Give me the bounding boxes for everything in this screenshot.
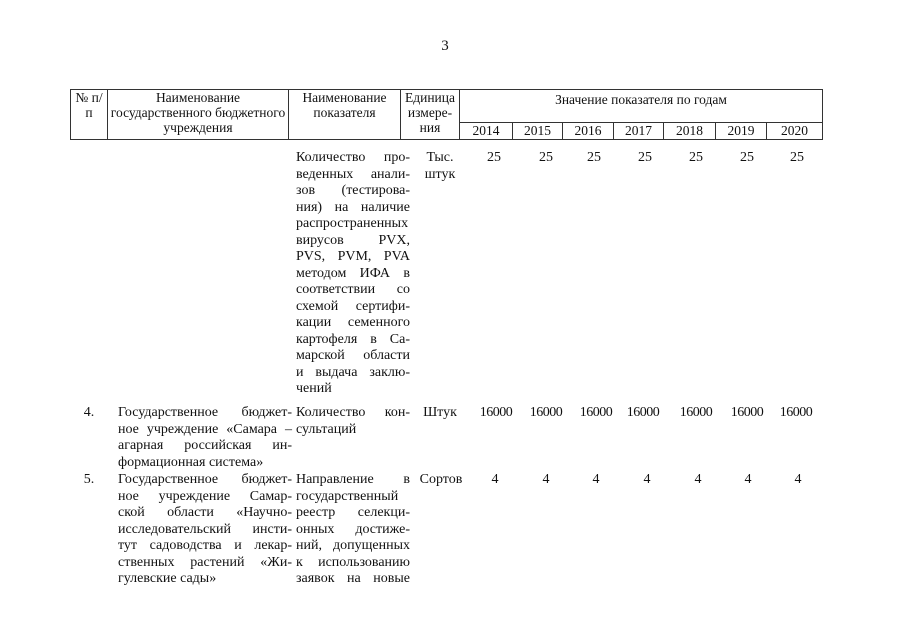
row-number: 4. [83, 405, 95, 420]
indicator-line: онных достиже- [296, 521, 410, 537]
institution-line: Государственное бюджет- [118, 472, 292, 487]
value-cell: 16000 [529, 405, 563, 420]
value-cell: 4 [643, 472, 651, 487]
value-cell: 25 [487, 150, 501, 165]
row-a-unit [412, 150, 468, 183]
value-cell: 4 [794, 472, 802, 487]
indicator-line: Направление в [296, 472, 410, 487]
indicator-line: сультаций [296, 421, 357, 437]
header-year: 2014 [460, 123, 513, 140]
indicator-line: PVS, PVM, PVA [296, 249, 410, 264]
header-year: 2019 [716, 123, 767, 140]
header-col-unit: Единица измере-ния [401, 90, 460, 140]
indicator-line: зов (тестирова- [296, 183, 410, 198]
header-year: 2020 [767, 123, 823, 140]
value-cell: 25 [689, 150, 703, 165]
value-cell: 16000 [626, 405, 660, 420]
row-number: 5. [83, 472, 95, 487]
institution-line: Государственное бюджет- [118, 405, 292, 420]
value-cell: 4 [694, 472, 702, 487]
indicator-line: распространенных [296, 216, 409, 231]
header-col-indicator: Наименование показателя [289, 90, 401, 140]
value-cell: 16000 [730, 405, 764, 420]
indicator-line: и выдача заклю- [296, 364, 410, 380]
indicator-line: схемой сертифи- [296, 298, 410, 314]
institution-line: тут садоводства и лекар- [118, 538, 292, 553]
value-cell: 25 [638, 150, 652, 165]
page-number: 3 [441, 38, 449, 54]
header-year: 2017 [614, 123, 664, 140]
institution-line: гулевские сады» [118, 571, 217, 586]
value-cell: 25 [790, 150, 804, 165]
row-5-unit [412, 472, 470, 489]
value-cell: 16000 [479, 405, 513, 420]
institution-line: ской области «Научно- [118, 505, 292, 520]
indicator-line: вирусов PVX, [296, 232, 410, 248]
indicator-line: реестр селекци- [296, 505, 410, 520]
value-cell: 4 [542, 472, 550, 487]
indicator-line: заявок на новые [296, 571, 410, 586]
indicator-line: ний, допущенных [296, 538, 410, 553]
header-year: 2018 [664, 123, 716, 140]
header-year: 2016 [563, 123, 614, 140]
indicator-line: Количество про- [296, 150, 410, 165]
institution-line: ное учреждение Самар- [118, 488, 292, 504]
indicator-line: государственный [296, 488, 399, 504]
header-col-no: № п/п [71, 90, 108, 140]
indicator-line: кации семенного [296, 315, 410, 330]
value-cell: 16000 [779, 405, 813, 420]
row-4-unit [412, 405, 468, 422]
indicator-line: соответствии со [296, 282, 410, 297]
indicator-line: ния) на наличие [296, 199, 410, 215]
unit-line: Штук [423, 405, 457, 420]
indicator-line: веденных анали- [296, 166, 410, 182]
header-col-values: Значение показателя по годам [460, 90, 823, 123]
indicator-line: к использованию [296, 554, 410, 570]
unit-line: Тыс. [426, 150, 454, 165]
header-col-institution: Наименование государственного бюджетного учреждения [108, 90, 289, 140]
value-cell: 25 [740, 150, 754, 165]
indicator-line: чений [296, 381, 332, 396]
value-cell: 4 [744, 472, 752, 487]
value-cell: 25 [539, 150, 553, 165]
row-5-institution [118, 472, 292, 588]
value-cell: 4 [592, 472, 600, 487]
institution-line: исследовательский инсти- [118, 521, 292, 537]
institution-line: ственных растений «Жи- [118, 554, 292, 570]
value-cell: 25 [587, 150, 601, 165]
unit-line: Сортов [419, 472, 463, 487]
unit-line: штук [424, 166, 456, 182]
table-header [70, 89, 823, 140]
row-a-indicator [296, 150, 410, 398]
row-4-institution [118, 405, 292, 471]
indicator-line: марской области [296, 348, 410, 363]
header-year: 2015 [513, 123, 563, 140]
institution-line: агарная российская ин- [118, 438, 292, 453]
row-4-indicator [296, 405, 410, 438]
row-5-indicator [296, 472, 410, 588]
indicator-line: Количество кон- [296, 405, 410, 420]
value-cell: 4 [491, 472, 499, 487]
indicator-line: картофеля в Са- [296, 331, 410, 347]
value-cell: 16000 [679, 405, 713, 420]
value-cell: 16000 [579, 405, 613, 420]
institution-line: ное учреждение «Самара – [118, 421, 292, 437]
institution-line: формационная система» [118, 454, 264, 470]
indicator-line: методом ИФА в [296, 265, 410, 281]
